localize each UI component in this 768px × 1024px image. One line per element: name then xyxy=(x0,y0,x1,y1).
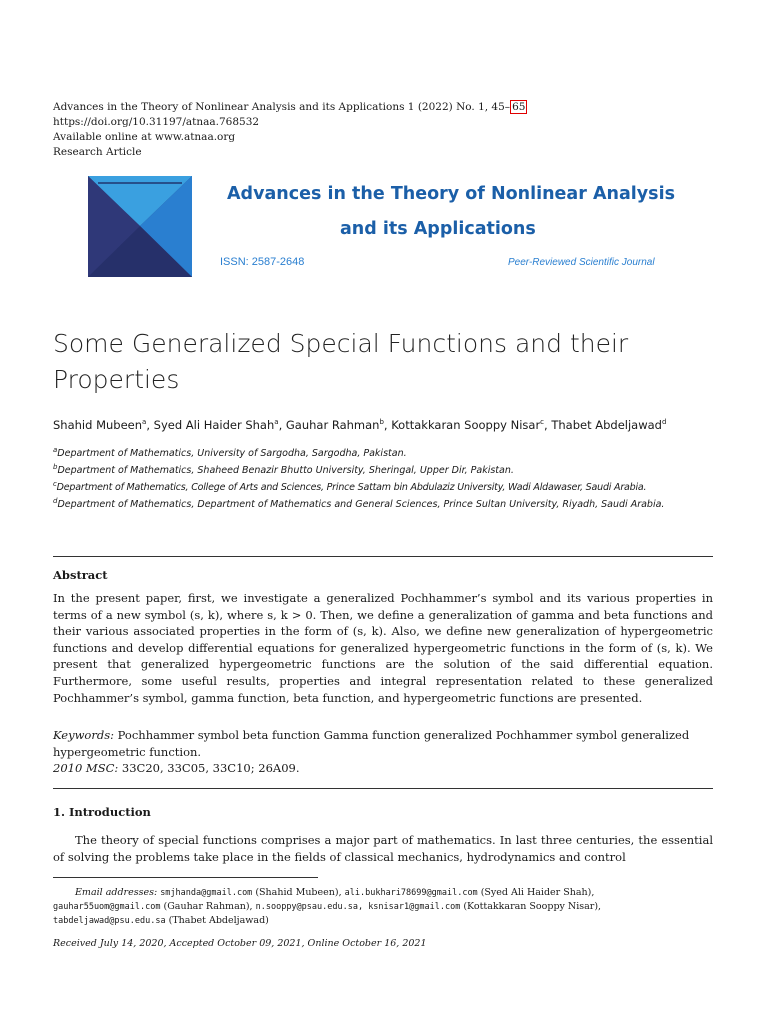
paper-title xyxy=(53,326,713,398)
received-dates: Received July 14, 2020, Accepted October 09, 2021, Online October 16, 2021 xyxy=(53,938,427,949)
author: Kottakkaran Sooppy Nisar$^c$, xyxy=(391,418,552,432)
email-link[interactable]: ali.bukhari78699@gmail.com xyxy=(344,888,478,898)
email-owner: (Gauhar Rahman), xyxy=(160,901,256,912)
keywords-label: Keywords: xyxy=(53,728,114,742)
author: Shahid Mubeen$^a$, xyxy=(53,418,154,432)
paper-title-line1: Some Generalized Special Functions and their xyxy=(53,329,629,358)
abstract-bottom-rule xyxy=(53,788,713,789)
email-owner: (Syed Ali Haider Shah), xyxy=(477,887,595,898)
affiliation-c: $^c$Department of Mathematics, College of Arts and Sciences, Prince Sattam bin Abdulaziz University, Wadi Aldawaser, Saudi Arabia. xyxy=(53,480,647,494)
doi-link[interactable]: https://doi.org/10.31197/atnaa.768532 xyxy=(53,116,260,128)
introduction-heading: 1. Introduction xyxy=(53,805,151,819)
paper-title-line2: Properties xyxy=(53,365,180,394)
journal-title-line2: and its Applications xyxy=(340,219,536,239)
email-owner: (Thabet Abdeljawad) xyxy=(165,915,269,926)
footnote-rule xyxy=(53,877,318,878)
abstract-top-rule xyxy=(53,556,713,557)
msc-codes: 33C20, 33C05, 33C10; 26A09. xyxy=(118,761,300,776)
abstract-heading: Abstract xyxy=(53,568,108,582)
keywords xyxy=(53,727,713,777)
author: Thabet Abdeljawad$^d$ xyxy=(551,418,667,432)
article-meta xyxy=(53,100,527,160)
author: Gauhar Rahman$^b$, xyxy=(285,418,392,432)
email-link[interactable]: tabdeljawad@psu.edu.sa xyxy=(53,916,166,926)
email-owner: (Kottakkaran Sooppy Nisar), xyxy=(460,901,602,912)
email-owner: (Shahid Mubeen), xyxy=(252,887,345,898)
affiliation-b: $^b$Department of Mathematics, Shaheed Benazir Bhutto University, Sheringal, Upper Dir, Pakistan. xyxy=(53,463,514,477)
journal-title-line1: Advances in the Theory of Nonlinear Analysis xyxy=(227,184,676,204)
affiliation-d: $^d$Department of Mathematics, Department of Mathematics and General Sciences, Prince Sultan University, Riyadh, Saudi Arabia. xyxy=(53,497,665,511)
issn: ISSN: 2587-2648 xyxy=(220,256,305,268)
author: Syed Ali Haider Shah$^a$, xyxy=(153,418,286,432)
available-online: Available online at www.atnaa.org xyxy=(53,131,236,143)
keywords-text: Pochhammer symbol beta function Gamma function generalized Pochhammer symbol generalized hypergeometric function. xyxy=(53,728,690,759)
msc-label: 2010 MSC: xyxy=(53,761,119,776)
email-link[interactable]: gauhar55uom@gmail.com xyxy=(53,902,161,912)
email-link[interactable]: n.sooppy@psau.edu.sa, ksnisar1@gmail.com xyxy=(255,902,461,912)
citation-line xyxy=(53,100,527,115)
article-type: Research Article xyxy=(53,146,142,158)
email-link[interactable]: smjhanda@gmail.com xyxy=(160,888,253,898)
citation-text: Advances in the Theory of Nonlinear Analysis and its Applications 1 (2022) No. 1, 45– xyxy=(53,101,511,113)
peer-reviewed-label: Peer-Reviewed Scientific Journal xyxy=(508,257,655,268)
last-page-link[interactable]: 65 xyxy=(512,101,526,113)
abstract-text: In the present paper, first, we investigate a generalized Pochhammer’s symbol and its various properties in terms of a new symbol (s, k), where s, k > 0. Then, we define a generalization of gamma and beta functions and their various associated properties in the form of (s, k). Also, we define new generalization of hypergeometric functions and develop differential equations for generalized hypergeometric functions in the form of (s, k). We present that generalized hypergeometric functions are the solution of the said differential equation. Furthermore, some useful results, properties and integral representation related to these generalized Pochhammer’s symbol, gamma function, beta function, and hypergeometric functions are presented. xyxy=(53,591,713,705)
author-list xyxy=(53,418,666,432)
email-label: Email addresses: xyxy=(75,887,158,898)
email-footnote xyxy=(53,886,713,928)
introduction-text: The theory of special functions comprises a major part of mathematics. In last three centuries, the essential of solving the problems take place in the fields of classical mechanics, hydrodynamics and control xyxy=(53,833,713,864)
affiliation-a: $^a$Department of Mathematics, University of Sargodha, Sargodha, Pakistan. xyxy=(53,446,407,460)
journal-logo xyxy=(88,176,192,277)
